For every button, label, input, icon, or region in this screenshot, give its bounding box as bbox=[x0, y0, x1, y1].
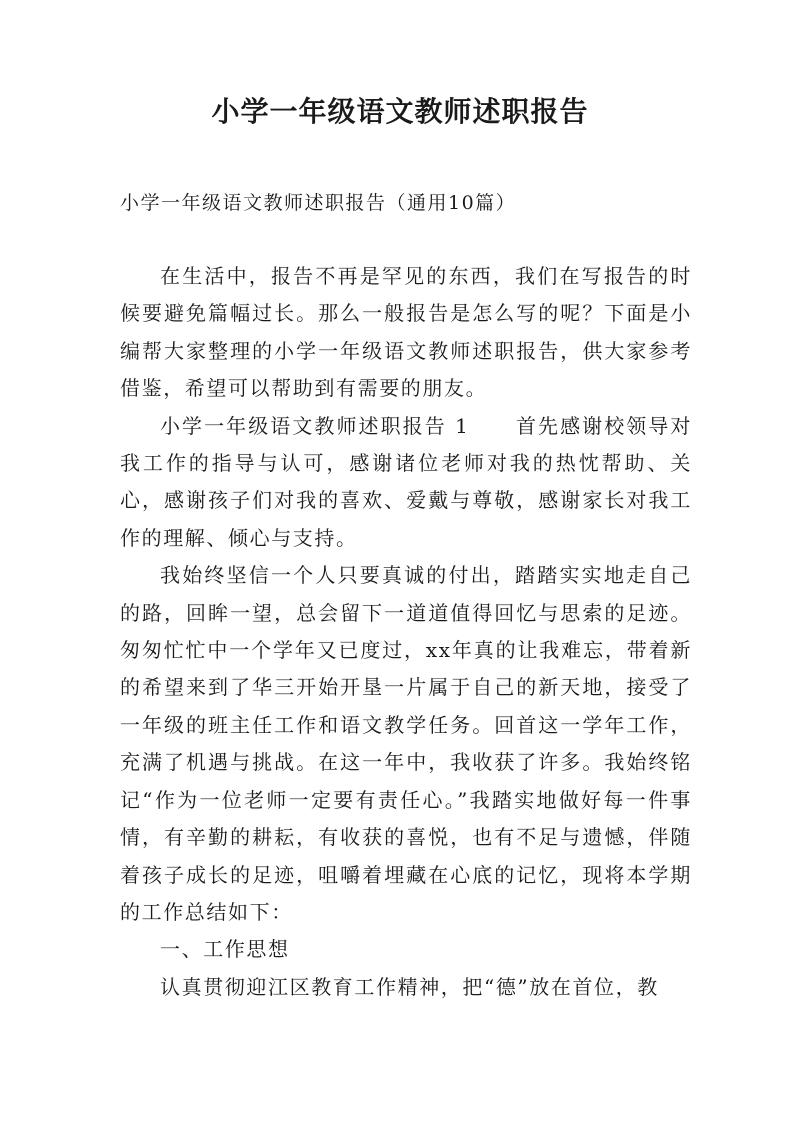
report-1-heading: 小学一年级语文教师述职报告 1 bbox=[160, 413, 470, 438]
intro-paragraph: 在生活中，报告不再是罕见的东西，我们在写报告的时候要避免篇幅过长。那么一般报告是怎么写的呢？下面是小编帮大家整理的小学一年级语文教师述职报告，供大家参考借鉴，希望可以帮助到有需要的朋友。 bbox=[120, 264, 692, 401]
report-1-paragraph bbox=[120, 408, 692, 558]
section-heading-work-thought: 一、工作思想 bbox=[160, 937, 290, 962]
work-thought-paragraph: 认真贯彻迎江区教育工作精神，把“德”放在首位，教 bbox=[160, 974, 659, 999]
document-body bbox=[120, 258, 692, 1006]
report-1-text: 首先感谢校领导对我工作的指导与认可，感谢诸位老师对我的热忱帮助、关心，感谢孩子们对我的喜欢、爱戴与尊敬，感谢家长对我工作的理解、倾心与支持。 bbox=[120, 413, 692, 550]
document-subtitle: 小学一年级语文教师述职报告（通用10篇） bbox=[120, 192, 517, 214]
document-title: 小学一年级语文教师述职报告 bbox=[211, 95, 589, 128]
belief-paragraph: 我始终坚信一个人只要真诚的付出，踏踏实实地走自己的路，回眸一望，总会留下一道道值得回忆与思索的足迹。匆匆忙忙中一个学年又已度过，xx年真的让我难忘，带着新的希望来到了华三开始开垦一片属于自己的新天地，接受了一年级的班主任工作和语文教学任务。回首这一学年工作，充满了机遇与挑战。在这一年中，我收获了许多。我始终铭记“作为一位老师一定要有责任心。”我踏实地做好每一件事情，有辛勤的耕耘，有收获的喜悦，也有不足与遗憾，伴随着孩子成长的足迹，咀嚼着埋藏在心底的记忆，现将本学期的工作总结如下： bbox=[120, 563, 692, 924]
